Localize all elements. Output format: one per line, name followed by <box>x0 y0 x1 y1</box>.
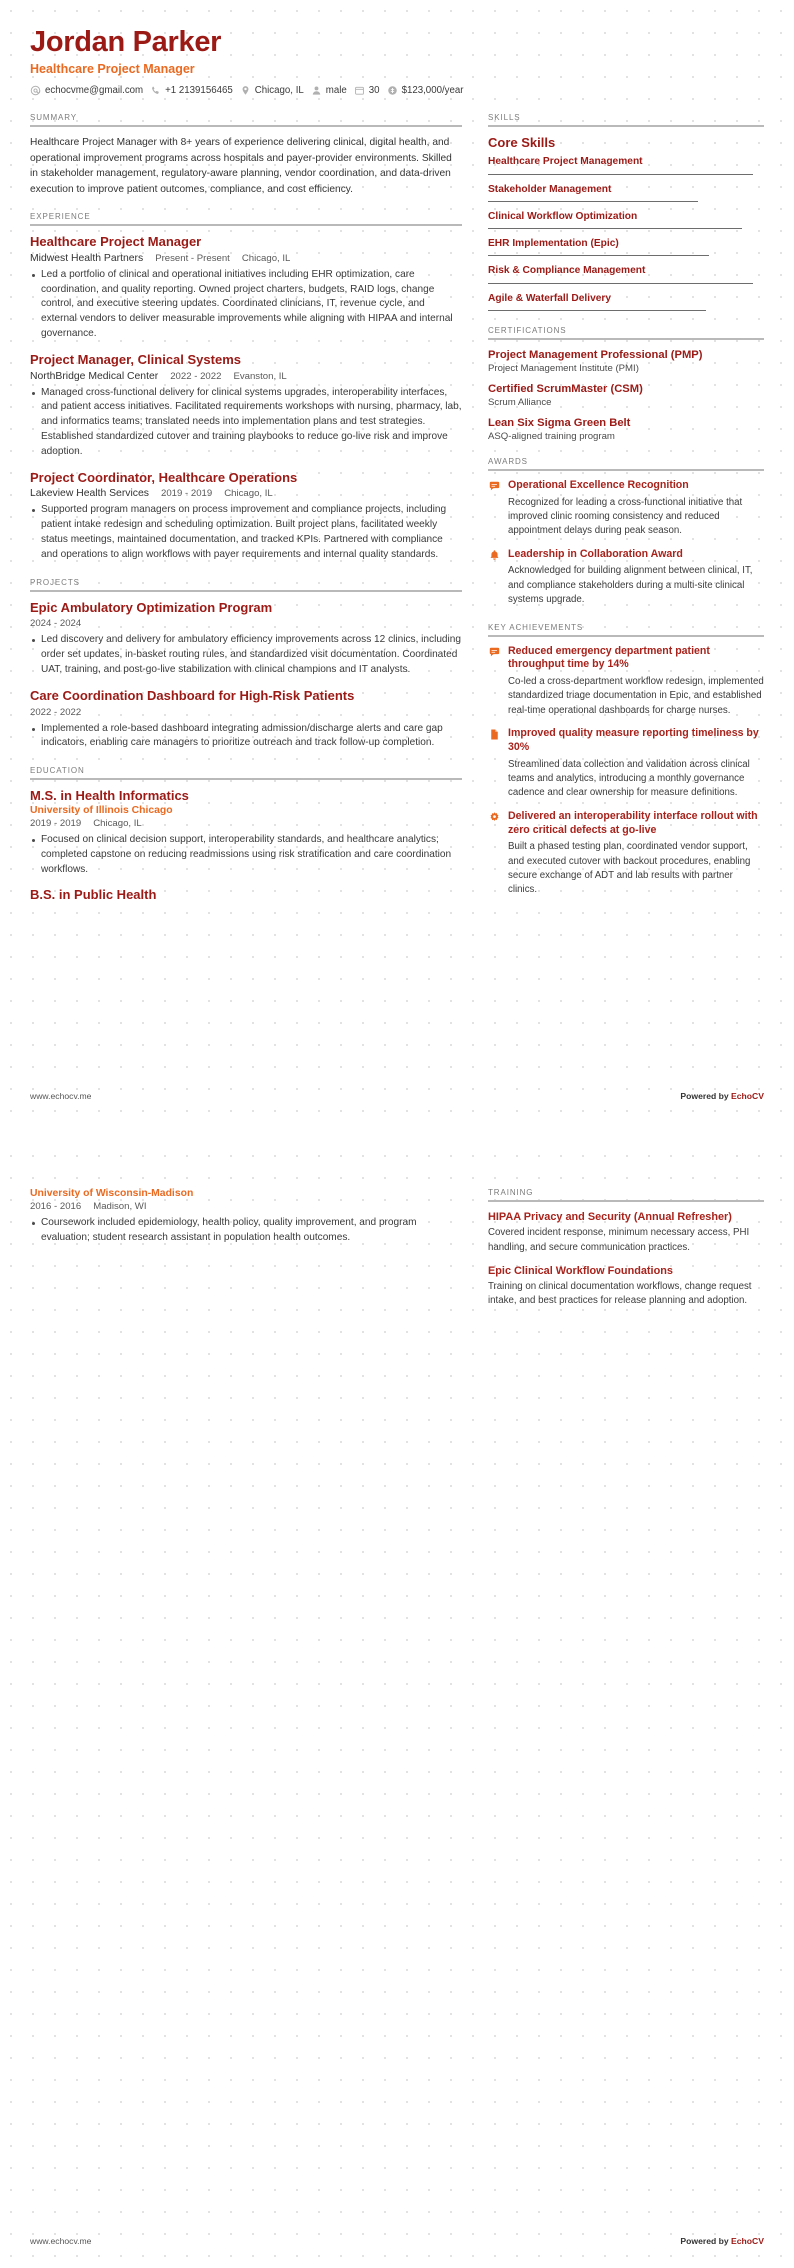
document-icon <box>488 728 501 741</box>
achievement-item <box>488 727 764 801</box>
training-description: Training on clinical documentation workflows, change request intake, and best practices for release planning and adoption. <box>488 1281 752 1307</box>
experience-location: Chicago, IL <box>224 488 273 500</box>
section-divider <box>30 778 462 780</box>
bullet: Focused on clinical decision support, interoperability standards, and healthcare analytics; completed capstone on reducing readmissions using risk stratification and care coordination workflows. <box>30 833 462 878</box>
education-school: University of Wisconsin-Madison <box>30 1188 194 1199</box>
training-title: Epic Clinical Workflow Foundations <box>488 1264 673 1277</box>
education-degree: M.S. in Health Informatics <box>30 788 189 804</box>
experience-bullets <box>30 386 462 461</box>
project-dates: 2024 - 2024 <box>30 618 82 630</box>
footer-powered-prefix: Powered by <box>680 2236 732 2246</box>
education-entry-partial <box>30 887 462 903</box>
certification-issuer: ASQ-aligned training program <box>488 430 615 442</box>
experience-location: Chicago, IL <box>241 252 291 264</box>
bullet: Managed cross-functional delivery for clinical systems upgrades, interoperability interfaces, and patient access initiatives. Facilitated requirements workshops with nursing, pharmacy, lab, and informatics teams; translated needs into implementation plans and test strategies. Established standardized cutover and training playbooks to reduce go-live risk and improve adoption. <box>30 386 462 461</box>
skill-label: EHR Implementation (Epic) <box>488 238 619 250</box>
award-description: Recognized for leading a cross-functional initiative that improved clinic rooming consistency and reduced appointment delays during peak season. <box>508 496 743 537</box>
education-dates: 2019 - 2019 <box>30 817 82 829</box>
project-name: Epic Ambulatory Optimization Program <box>30 600 273 616</box>
section-awards <box>488 457 764 608</box>
resume-header <box>30 26 764 96</box>
education-bullets <box>30 1216 462 1246</box>
education-bullets <box>30 833 462 878</box>
experience-org: Lakeview Health Services <box>30 488 149 500</box>
footer-powered-by <box>680 1091 764 1101</box>
certification-item <box>488 348 764 374</box>
experience-entry <box>30 470 462 563</box>
skill-bar <box>488 310 706 311</box>
experience-dates: Present - Present <box>155 252 230 264</box>
section-education-continued <box>30 1188 462 1246</box>
achievement-body <box>508 645 764 719</box>
section-divider <box>30 224 462 226</box>
training-title: HIPAA Privacy and Security (Annual Refresher) <box>488 1211 732 1223</box>
speech-bubble-icon <box>488 646 501 659</box>
achievement-body <box>508 810 764 898</box>
project-meta <box>30 707 462 718</box>
email-icon <box>30 85 41 96</box>
section-divider <box>488 125 764 127</box>
calendar-icon <box>354 85 365 96</box>
project-bullets <box>30 722 462 752</box>
education-location: Madison, WI <box>93 1201 147 1212</box>
side-column-page-2 <box>488 1188 764 1324</box>
section-title-education: EDUCATION <box>30 766 85 776</box>
main-column-page-2 <box>30 1188 462 1261</box>
skill-label: Clinical Workflow Optimization <box>488 210 638 222</box>
section-divider <box>30 590 462 592</box>
bullet: Implemented a role-based dashboard integrating admission/discharge alerts and care gap indicators, enabling care managers to prioritize outreach and track follow-up completion. <box>30 722 462 752</box>
training-description: Covered incident response, minimum necessary access, PHI handling, and secure communication practices. <box>488 1227 750 1253</box>
contact-phone-value: +1 2139156465 <box>165 85 233 97</box>
location-pin-icon <box>240 85 251 96</box>
training-item <box>488 1210 764 1255</box>
skill-bar <box>488 283 753 284</box>
project-bullets <box>30 633 462 678</box>
experience-role: Project Manager, Clinical Systems <box>30 352 241 368</box>
education-school: University of Illinois Chicago <box>30 804 173 816</box>
section-title-summary: SUMMARY <box>30 113 78 123</box>
achievement-body <box>508 727 764 801</box>
skill-label: Agile & Waterfall Delivery <box>488 292 612 304</box>
contact-location-value: Chicago, IL <box>254 85 304 97</box>
award-title: Operational Excellence Recognition <box>508 478 689 491</box>
experience-org: NorthBridge Medical Center <box>30 370 159 382</box>
project-entry <box>30 688 462 751</box>
skill-bar <box>488 174 753 175</box>
skill-label: Healthcare Project Management <box>488 156 643 168</box>
contact-salary <box>387 85 464 96</box>
award-item <box>488 548 764 608</box>
section-training <box>488 1188 764 1309</box>
bullet: Supported program managers on process improvement and compliance projects, including patient intake redesign and scheduling optimization. Built project plans, facilitated weekly status meetings, maintained documentation, and tracked KPIs. Partnered with compliance and operations to align workflows with payer requirements and internal quality standards. <box>30 503 462 563</box>
speech-bubble-icon <box>488 480 501 493</box>
section-projects <box>30 578 462 751</box>
candidate-headline: Healthcare Project Manager <box>30 62 195 77</box>
section-experience <box>30 212 462 563</box>
project-name: Care Coordination Dashboard for High-Risk Patients <box>30 688 355 704</box>
project-entry <box>30 600 462 678</box>
section-education <box>30 766 462 903</box>
contact-phone[interactable] <box>150 85 233 96</box>
skill-item <box>488 210 764 229</box>
page-gap <box>0 1123 794 1145</box>
footer-brand-name: EchoCV <box>731 2236 764 2246</box>
project-dates: 2022 - 2022 <box>30 706 82 718</box>
education-entry <box>30 1188 462 1246</box>
award-body <box>508 479 764 539</box>
bullet: Led a portfolio of clinical and operational initiatives including EHR optimization, care coordination, and quality reporting. Owned project charters, budgets, RAID logs, change control, and executive steering updates. Coordinated clinicians, IT, revenue cycle, and external vendors to deliver measurable improvements while aligning with HIPAA and internal governance. <box>30 268 462 343</box>
footer-powered-prefix: Powered by <box>680 1091 732 1101</box>
section-key-achievements <box>488 623 764 898</box>
side-column <box>488 113 764 912</box>
section-title-certifications: CERTIFICATIONS <box>488 325 567 335</box>
contact-location <box>240 85 304 96</box>
page-footer <box>30 1091 764 1101</box>
page-footer <box>30 2236 764 2246</box>
footer-brand-name: EchoCV <box>731 1091 764 1101</box>
skills-group-title: Core Skills <box>488 135 556 151</box>
contact-email[interactable] <box>30 85 143 96</box>
footer-powered-by <box>680 2236 764 2246</box>
education-meta <box>30 818 462 829</box>
skill-label: Stakeholder Management <box>488 183 612 195</box>
skill-bar <box>488 255 709 256</box>
education-dates: 2016 - 2016 <box>30 1201 82 1212</box>
contact-age-value: 30 <box>368 85 380 97</box>
award-title: Leadership in Collaboration Award <box>508 547 683 560</box>
experience-role: Healthcare Project Manager <box>30 234 202 250</box>
experience-role: Project Coordinator, Healthcare Operations <box>30 470 298 486</box>
section-divider <box>488 338 764 340</box>
certification-name: Project Management Professional (PMP) <box>488 348 703 361</box>
achievement-title: Reduced emergency department patient throughput time by 14% <box>508 644 710 671</box>
resume-page-2 <box>0 1145 794 2268</box>
section-divider <box>488 1200 764 1202</box>
skill-item <box>488 237 764 256</box>
award-item <box>488 479 764 539</box>
footer-website[interactable]: www.echocv.me <box>30 1091 92 1101</box>
money-icon <box>387 85 398 96</box>
experience-entry <box>30 234 462 342</box>
bullet: Coursework included epidemiology, health policy, quality improvement, and program evaluation; student research assistant in population health outcomes. <box>30 1216 462 1246</box>
section-skills <box>488 113 764 311</box>
section-title-key-achievements: KEY ACHIEVEMENTS <box>488 622 584 632</box>
skill-bar <box>488 201 698 202</box>
skill-item <box>488 292 764 311</box>
summary-text: Healthcare Project Manager with 8+ years of experience delivering clinical, digital health, and operational improvement programs across hospitals and payer-provider environments. Skilled in stakeholder management, regulatory-aware planning, vendor coordination, and data-driven execution to improve patient outcomes, compliance, and cost efficiency. <box>30 137 452 195</box>
experience-entry <box>30 352 462 460</box>
experience-meta <box>30 253 462 264</box>
section-title-training: TRAINING <box>488 1188 534 1197</box>
certification-issuer: Project Management Institute (PMI) <box>488 362 639 374</box>
experience-bullets <box>30 268 462 343</box>
resume-body-page-2 <box>30 1188 764 1324</box>
main-column <box>30 113 462 918</box>
experience-meta <box>30 488 462 499</box>
skill-item <box>488 183 764 202</box>
certification-name: Certified ScrumMaster (CSM) <box>488 382 643 395</box>
certification-item <box>488 382 764 408</box>
skill-bar <box>488 228 742 229</box>
phone-icon <box>150 85 161 96</box>
experience-org: Midwest Health Partners <box>30 252 144 264</box>
section-certifications <box>488 326 764 442</box>
certification-name: Lean Six Sigma Green Belt <box>488 416 631 429</box>
section-divider <box>30 125 462 127</box>
contact-gender <box>311 85 347 96</box>
achievement-description: Streamlined data collection and validation across clinical teams and analytics, introducing a monthly governance cadence and clear ownership for measure definitions. <box>508 758 750 799</box>
achievement-description: Co-led a cross-department workflow redesign, implemented standardized triage documentation in Epic, and established real-time operational dashboards for charge nurses. <box>508 676 764 716</box>
education-meta <box>30 1201 462 1212</box>
contact-row <box>30 85 764 96</box>
award-body <box>508 548 764 608</box>
section-title-experience: EXPERIENCE <box>30 212 91 222</box>
achievement-item <box>488 810 764 898</box>
training-item <box>488 1264 764 1309</box>
experience-bullets <box>30 503 462 563</box>
contact-gender-value: male <box>325 85 347 97</box>
contact-salary-value: $123,000/year <box>401 85 464 97</box>
section-summary <box>30 113 462 197</box>
achievement-title: Delivered an interoperability interface rollout with zero critical defects at go-live <box>508 809 758 836</box>
skill-item <box>488 155 764 174</box>
achievement-item <box>488 645 764 719</box>
contact-email-value: echocvme@gmail.com <box>45 85 144 97</box>
skill-label: Risk & Compliance Management <box>488 265 646 277</box>
bell-icon <box>488 549 501 562</box>
footer-website[interactable]: www.echocv.me <box>30 2236 92 2246</box>
education-entry <box>30 788 462 877</box>
section-divider <box>488 635 764 637</box>
skill-item <box>488 264 764 283</box>
experience-dates: 2019 - 2019 <box>160 488 213 500</box>
gear-icon <box>488 811 501 824</box>
achievement-description: Built a phased testing plan, coordinated vendor support, and executed cutover with backout procedures, enabling secure exchange of ADT and lab results with partner clinics. <box>508 841 751 896</box>
award-description: Acknowledged for building alignment between clinical, IT, and compliance stakeholders during a multi-site clinical systems upgrade. <box>508 565 753 606</box>
project-meta <box>30 618 462 629</box>
section-divider <box>488 469 764 471</box>
person-icon <box>311 85 322 96</box>
resume-body <box>30 113 764 918</box>
candidate-name: Jordan Parker <box>30 26 222 58</box>
experience-dates: 2022 - 2022 <box>170 370 222 382</box>
section-title-projects: PROJECTS <box>30 578 80 588</box>
education-degree: B.S. in Public Health <box>30 887 157 903</box>
experience-meta <box>30 371 462 382</box>
experience-location: Evanston, IL <box>233 370 287 382</box>
section-title-skills: SKILLS <box>488 113 521 123</box>
certification-item <box>488 416 764 442</box>
education-location: Chicago, IL <box>93 817 142 829</box>
section-title-awards: AWARDS <box>488 456 528 466</box>
bullet: Led discovery and delivery for ambulatory efficiency improvements across 12 clinics, including order set updates, in-basket routing rules, and standardized visit documentation. Coordinated UAT, training, and post-go-live stabilization with clinical champions and IT analysts. <box>30 633 462 678</box>
contact-age <box>354 85 380 96</box>
certification-issuer: Scrum Alliance <box>488 396 552 408</box>
achievement-title: Improved quality measure reporting timeliness by 30% <box>508 727 759 753</box>
resume-page-1 <box>0 0 794 1123</box>
